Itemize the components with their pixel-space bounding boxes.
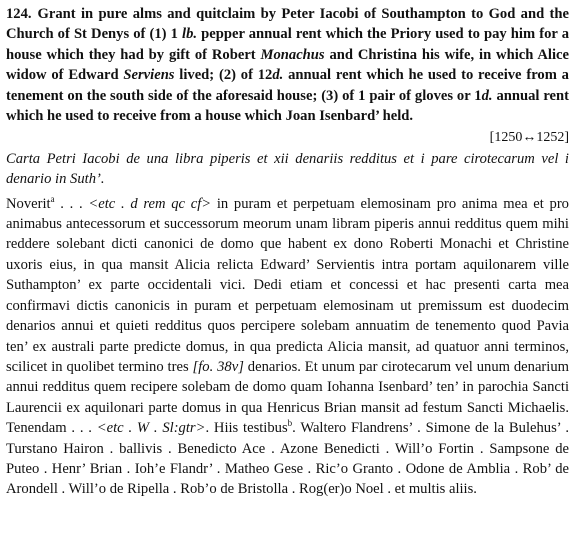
summary-segment: annual rent which he used to receive from a tenement on the south side of the aforesaid house; (3) of 1 pair of gloves or 1 (6, 67, 569, 104)
body-segment-italic: [fo. 38v] (192, 358, 244, 375)
charter-title: Carta Petri Iacobi de una libra piperis et xii denariis redditus et i pare cirotecarum vel i denario in Suth’. (6, 150, 569, 188)
footnote-marker: b (287, 418, 293, 429)
entry-summary-text (6, 6, 569, 124)
footnote-marker: a (50, 193, 55, 204)
summary-segment: pepper annual rent which the Priory used to pay him for a house which they had by gift of Robert (6, 26, 569, 63)
body-segment: . . . (54, 195, 89, 212)
summary-segment: and Christina his wife, in which Alice widow of Edward (6, 46, 569, 84)
body-segment: Noverit (6, 195, 51, 212)
body-segment: in puram et perpetuam elemosinam pro anima mea et pro animabus antecessorum et successorum meorum unam libram piperis annui redditus quem mihi reddere solebant dicti canonici de domo que habent ex dono Roberti Monachi et Christine uxoris eius, in qua mansit Alicia relicta Edward’ Servientis intra portam aquilonarem ville Suthampton’ ex parte occidentali vici. Dedi etiam et concessi et hac presenti carta mea confirmavi dictis canonicis in puram et perpetuam elemosinam ut premissum est duodecim denarios annui et quieti redditus quos percipere solebam annuatim de tenemento quod Pavia ten’ ex australi parte predicte domus, in qua predicta Alicia mansit, ad quatuor anni terminos, scilicet in quolibet termino tres (6, 195, 569, 375)
charter-text (6, 194, 569, 500)
body-segment-italic: <etc . d rem qc cf> (88, 195, 212, 212)
entry-summary (6, 4, 569, 126)
summary-segment: annual rent which he used to receive from a house which Joan Isenbard’ held. (6, 87, 569, 125)
summary-segment-italic: Serviens (123, 67, 175, 84)
summary-segment-italic: lb. (182, 26, 198, 43)
body-segment: . Hiis testibus (205, 420, 288, 437)
entry-number: 124. (6, 6, 32, 22)
summary-segment-italic: d. (481, 87, 493, 104)
summary-segment-italic: d. (272, 67, 284, 84)
entry-date: [1250↔1252] (489, 130, 569, 146)
body-segment: . Waltero Flandrens’ . Simone de la Bulehus’ . Turstano Hairon . ballivis . Benedicto Ace . Azone Benedicti . Will’o Fortin . Sampsone de Puteo . Henr’ Brian . Ioh’e Flandr’ . Matheo Gese . Ric’o Granto . Odone de Amblia . Rob’ de Arondell . Will’o de Ripella . Rob’o de Bristolla . Rog(er)o Noel . et multis aliis. (6, 420, 569, 498)
summary-segment-italic: Monachus (260, 46, 325, 63)
body-segment-italic: <etc . W . Sl:gtr> (96, 420, 206, 437)
body-segment: denarios. Et unum par cirotecarum vel unum denarium annui redditus quem recipere solebam de domo quam Iohanna Isenbard’ ten’ in parochia Sancti Laurencii ex aquilonari parte domus in qua Henricus Brian mansit ad festum Sancti Michaelis. Tenendam . . . (6, 358, 569, 437)
summary-segment: Grant in pure alms and quitclaim by Peter Iacobi of Southampton to God and the Church of St Denys of (1) 1 (6, 6, 569, 43)
summary-segment: lived; (2) of 12 (174, 67, 273, 84)
